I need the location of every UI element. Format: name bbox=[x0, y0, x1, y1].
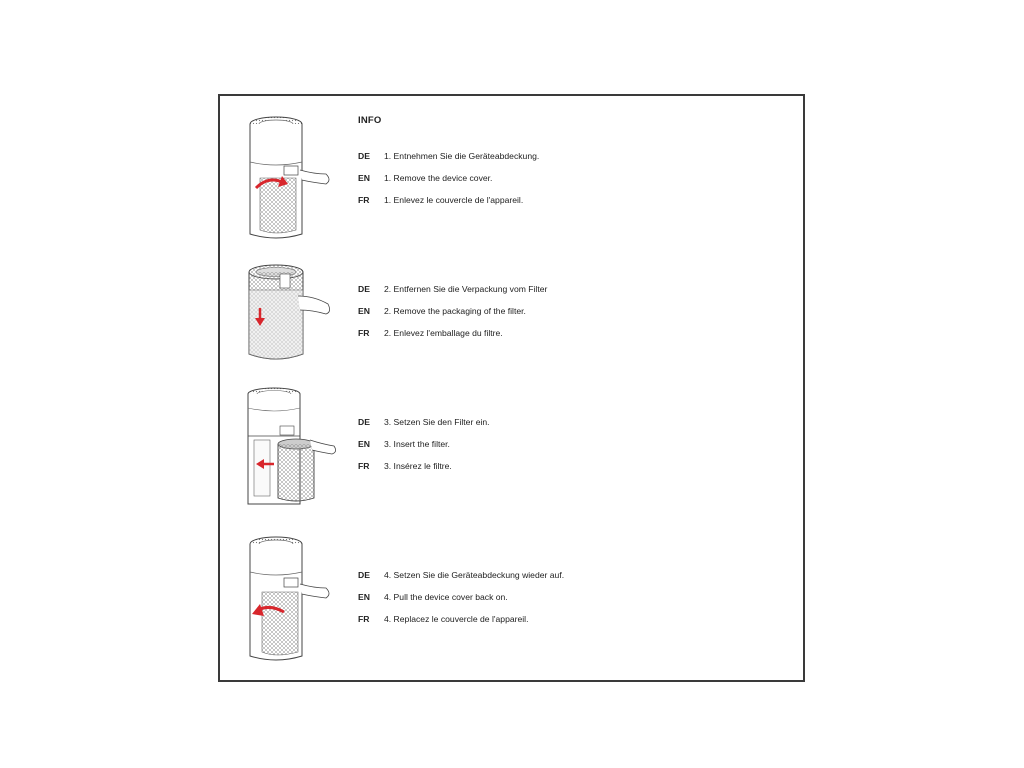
replace-cover-illustration bbox=[240, 532, 340, 662]
instruction-text: 2. Remove the packaging of the filter. bbox=[384, 306, 526, 316]
lang-label-fr: FR bbox=[358, 461, 370, 471]
step-1-illustration bbox=[240, 110, 340, 240]
insert-filter-illustration bbox=[240, 384, 340, 514]
lang-label-fr: FR bbox=[358, 328, 370, 338]
instruction-text: 3. Insérez le filtre. bbox=[384, 461, 452, 471]
instruction-text: 3. Setzen Sie den Filter ein. bbox=[384, 417, 490, 427]
instruction-text: 1. Entnehmen Sie die Geräteabdeckung. bbox=[384, 151, 540, 161]
instruction-text: 1. Remove the device cover. bbox=[384, 173, 493, 183]
instruction-text: 4. Pull the device cover back on. bbox=[384, 592, 508, 602]
remove-cover-illustration bbox=[240, 110, 340, 240]
step-4-illustration bbox=[240, 532, 340, 662]
instruction-text: 3. Insert the filter. bbox=[384, 439, 450, 449]
instruction-text: 1. Enlevez le couvercle de l'appareil. bbox=[384, 195, 524, 205]
lang-label-en: EN bbox=[358, 306, 370, 316]
instruction-text: 4. Replacez le couvercle de l'appareil. bbox=[384, 614, 529, 624]
lang-label-de: DE bbox=[358, 417, 370, 427]
lang-label-en: EN bbox=[358, 439, 370, 449]
instruction-sheet bbox=[218, 94, 805, 682]
instruction-text: 2. Entfernen Sie die Verpackung vom Filter bbox=[384, 284, 548, 294]
lang-label-de: DE bbox=[358, 151, 370, 161]
lang-label-fr: FR bbox=[358, 614, 370, 624]
lang-label-de: DE bbox=[358, 284, 370, 294]
lang-label-de: DE bbox=[358, 570, 370, 580]
step-3-illustration bbox=[240, 384, 340, 514]
step-2-illustration bbox=[240, 260, 340, 390]
remove-packaging-illustration bbox=[240, 260, 340, 390]
page-title: INFO bbox=[358, 115, 382, 126]
instruction-text: 4. Setzen Sie die Geräteabdeckung wieder auf. bbox=[384, 570, 565, 580]
lang-label-fr: FR bbox=[358, 195, 370, 205]
instruction-text: 2. Enlevez l'emballage du filtre. bbox=[384, 328, 503, 338]
lang-label-en: EN bbox=[358, 173, 370, 183]
lang-label-en: EN bbox=[358, 592, 370, 602]
